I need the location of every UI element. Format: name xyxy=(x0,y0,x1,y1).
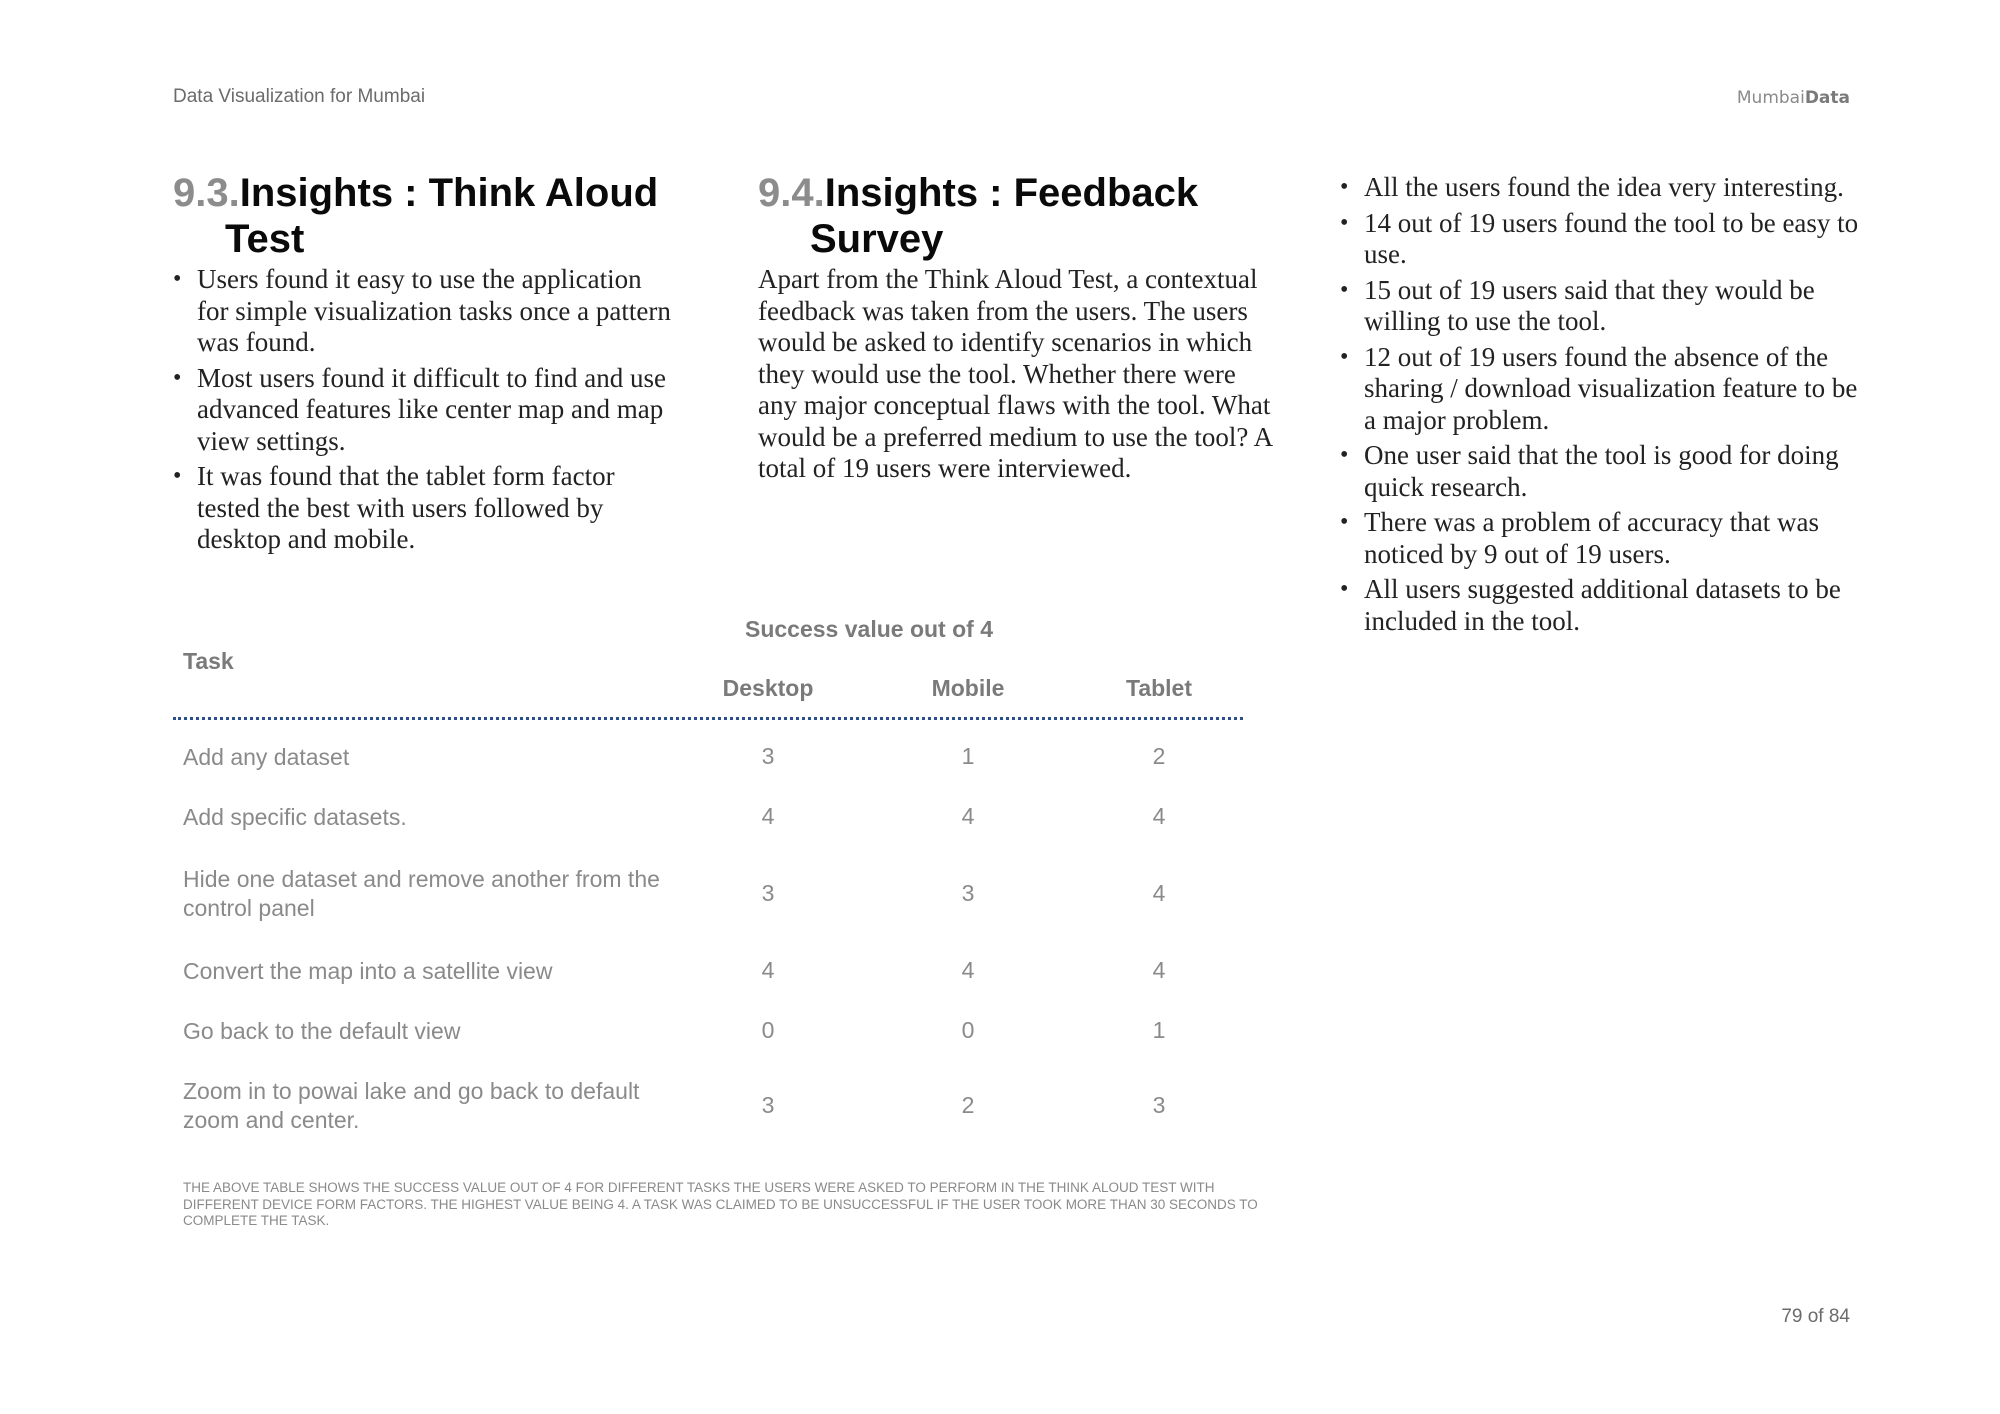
page-number: 79 of 84 xyxy=(1781,1306,1850,1327)
table-cell-desktop: 3 xyxy=(761,743,775,769)
table-header-divider xyxy=(173,717,1243,720)
section-title: Insights : Think Aloud Test xyxy=(225,171,659,261)
table-row xyxy=(173,786,1243,849)
table-header-desktop: Desktop xyxy=(722,675,814,701)
section-title: Insights : Feedback Survey xyxy=(810,171,1199,261)
table-cell-mobile: 4 xyxy=(961,803,975,829)
table-cell-task: Add any dataset xyxy=(183,744,350,770)
bullet-item: • There was a problem of accuracy that was noticed by 9 out of 19 users. xyxy=(1340,507,1860,570)
brand-light-text: Mumbai xyxy=(1736,88,1805,108)
table-cell-tablet: 3 xyxy=(1152,1092,1166,1118)
table-cell-task: Convert the map into a satellite view xyxy=(183,958,553,984)
table-cell-task: Zoom in to powai lake and go back to default zoom and center. xyxy=(183,1078,640,1133)
table-cell-task: Hide one dataset and remove another from the control panel xyxy=(183,866,660,921)
bullet-item: • One user said that the tool is good for doing quick research. xyxy=(1340,440,1860,503)
table-cell-mobile: 3 xyxy=(961,880,975,906)
table-caption: THE ABOVE TABLE SHOWS THE SUCCESS VALUE OUT OF 4 FOR DIFFERENT TASKS THE USERS WERE ASKED TO PERFORM IN THE THINK ALOUD TEST WITH DIFFERENT DEVICE FORM FACTORS. THE HIGHEST VALUE BEING 4. A TASK WAS CLAIMED TO BE UNSUCCESSFUL IF THE USER TOOK MORE THAN 30 SECONDS TO COMPLETE THE TASK. xyxy=(183,1180,1258,1228)
feedback-findings-bullets xyxy=(1340,172,1860,637)
section-number: 9.3. xyxy=(173,171,240,215)
table-cell-desktop: 3 xyxy=(761,1092,775,1118)
table-group-header: Success value out of 4 xyxy=(745,616,993,642)
table-cell-desktop: 4 xyxy=(761,803,775,829)
bullet-item: • Users found it easy to use the application for simple visualization tasks once a pattern was found. xyxy=(173,264,673,359)
brand-bold-text: Data xyxy=(1804,88,1850,108)
bullet-item: • Most users found it difficult to find and use advanced features like center map and map view settings. xyxy=(173,363,673,458)
table-header-mobile: Mobile xyxy=(931,675,1005,701)
table-header-tablet: Tablet xyxy=(1125,675,1193,701)
bullet-item: • All users suggested additional datasets to be included in the tool. xyxy=(1340,574,1860,637)
section-number: 9.4. xyxy=(758,171,825,215)
bullet-item: • All the users found the idea very interesting. xyxy=(1340,172,1860,204)
think-aloud-bullets xyxy=(173,264,673,556)
table-cell-desktop: 0 xyxy=(761,1017,775,1043)
table-row xyxy=(173,1002,1243,1063)
section-think-aloud xyxy=(173,170,673,560)
section-heading-think-aloud xyxy=(173,170,673,262)
table-header-task: Task xyxy=(183,648,234,674)
bullet-item: • It was found that the tablet form factor tested the best with users followed by desktop and mobile. xyxy=(173,461,673,556)
section-heading-feedback-survey xyxy=(758,170,1278,262)
table-cell-tablet: 4 xyxy=(1152,957,1166,983)
bullet-item: • 12 out of 19 users found the absence of the sharing / download visualization feature to be a major problem. xyxy=(1340,342,1860,437)
bullet-item: • 14 out of 19 users found the tool to be easy to use. xyxy=(1340,208,1860,271)
table-cell-tablet: 2 xyxy=(1152,743,1166,769)
table-body xyxy=(173,726,1243,1153)
feedback-survey-paragraph: Apart from the Think Aloud Test, a contextual feedback was taken from the users. The users would be asked to identify scenarios in which they would use the tool. Whether there were any major conceptual flaws with the tool. What would be a preferred medium to use the tool? A total of 19 users were interviewed. xyxy=(758,264,1272,483)
table-row xyxy=(173,1063,1243,1153)
table-row xyxy=(173,726,1243,786)
feedback-findings xyxy=(1340,172,1860,641)
table-cell-tablet: 4 xyxy=(1152,880,1166,906)
table-cell-desktop: 4 xyxy=(761,957,775,983)
table-cell-tablet: 1 xyxy=(1152,1017,1166,1043)
table-row xyxy=(173,849,1243,942)
table-row xyxy=(173,942,1243,1002)
table-cell-task: Add specific datasets. xyxy=(183,804,407,830)
table-cell-mobile: 0 xyxy=(961,1017,975,1043)
table-cell-task: Go back to the default view xyxy=(183,1018,461,1044)
table-cell-desktop: 3 xyxy=(761,880,775,906)
bullet-item: • 15 out of 19 users said that they would be willing to use the tool. xyxy=(1340,275,1860,338)
running-header-title: Data Visualization for Mumbai xyxy=(173,86,426,107)
table-cell-tablet: 4 xyxy=(1152,803,1166,829)
section-feedback-survey xyxy=(758,170,1278,485)
table-cell-mobile: 4 xyxy=(961,957,975,983)
table-cell-mobile: 1 xyxy=(961,743,975,769)
table-cell-mobile: 2 xyxy=(961,1092,975,1118)
brand-logo xyxy=(1737,88,1850,108)
